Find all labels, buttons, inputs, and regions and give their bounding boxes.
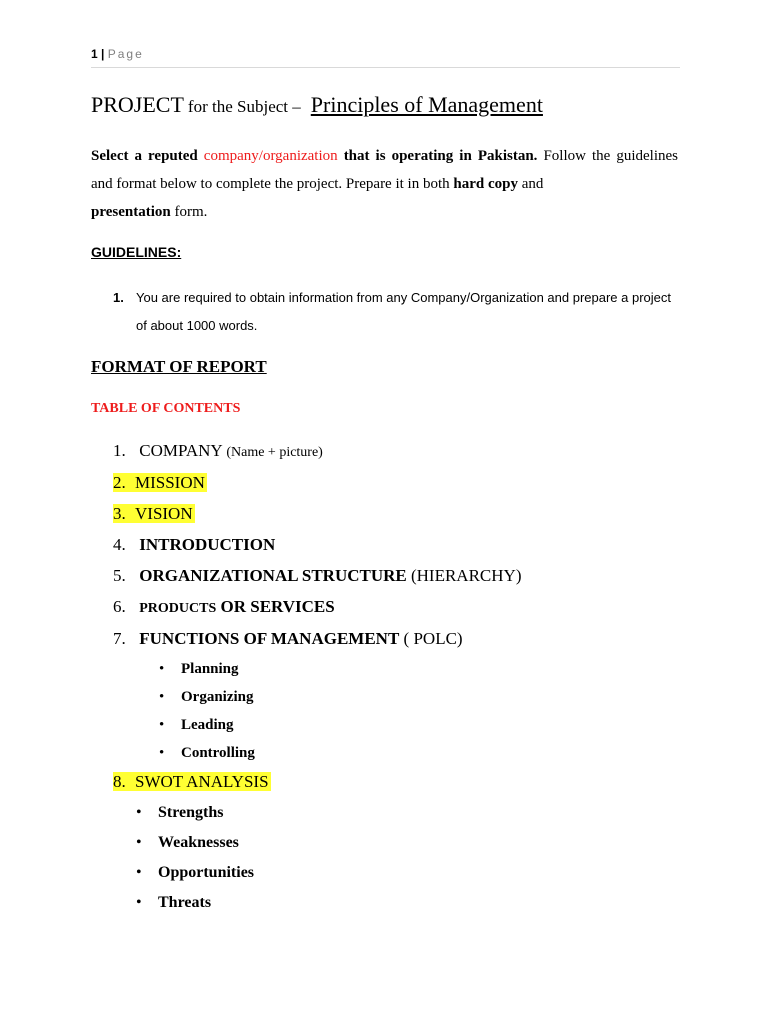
- intro-paragraph: [91, 142, 678, 226]
- page-number: 1: [91, 47, 98, 61]
- toc-item-vision: [113, 502, 195, 526]
- bullet-icon: •: [136, 834, 142, 851]
- toc-label: ORGANIZATIONAL STRUCTURE: [139, 566, 407, 585]
- toc-item-functions: [113, 627, 463, 651]
- document-title: [91, 92, 543, 118]
- toc-number: 2.: [113, 473, 126, 492]
- title-for-subject: for the Subject –: [187, 97, 301, 116]
- intro-and: and: [521, 176, 544, 192]
- toc-label: MISSION: [135, 473, 205, 492]
- toc-item-company: [113, 439, 323, 463]
- toc-item-mission: [113, 471, 207, 495]
- toc-number: 1.: [113, 441, 126, 460]
- title-subject: Principles of Management: [310, 92, 543, 117]
- intro-select: Select a reputed: [91, 148, 198, 164]
- swot-item: • Opportunities: [158, 862, 254, 884]
- toc-extra: ( POLC): [403, 629, 463, 648]
- page-header: [91, 47, 680, 68]
- title-project: PROJECT: [91, 92, 184, 117]
- bullet-icon: •: [136, 894, 142, 911]
- guideline-text: You are required to obtain information from any Company/Organization and prepare a project of about 1000 words.: [136, 290, 671, 333]
- function-item: • Planning: [181, 658, 239, 680]
- toc-number: 7.: [113, 629, 126, 648]
- toc-number: 4.: [113, 535, 126, 554]
- toc-label: INTRODUCTION: [139, 535, 276, 554]
- bullet-icon: •: [136, 804, 142, 821]
- toc-label-small: PRODUCTS: [139, 601, 217, 616]
- toc-label: OR SERVICES: [220, 597, 335, 616]
- toc-label: VISION: [135, 504, 193, 523]
- guideline-item: [113, 284, 673, 340]
- swot-item: • Threats: [158, 892, 211, 914]
- swot-item: • Weaknesses: [158, 832, 239, 854]
- toc-number: 3.: [113, 504, 126, 523]
- toc-item-introduction: [113, 533, 275, 557]
- bullet-icon: •: [159, 745, 165, 761]
- guidelines-heading: GUIDELINES:: [91, 244, 182, 260]
- intro-operating: that is operating in Pakistan.: [343, 148, 538, 164]
- swot-item: • Strengths: [158, 802, 224, 824]
- toc-heading: TABLE OF CONTENTS: [91, 401, 241, 416]
- intro-company: company/organization: [203, 148, 338, 164]
- toc-item-swot: [113, 770, 271, 794]
- function-item: • Organizing: [181, 686, 254, 708]
- intro-hard-copy: hard copy: [453, 176, 518, 192]
- intro-follow: Follow the guidelines and format below to complete the project. Prepare it in both: [91, 148, 679, 192]
- function-item: • Controlling: [181, 742, 255, 764]
- toc-extra: (Name + picture): [226, 445, 323, 460]
- format-heading: FORMAT OF REPORT: [91, 357, 267, 376]
- toc-extra: (HIERARCHY): [410, 566, 522, 585]
- page-label: Page: [107, 47, 144, 61]
- toc-item-structure: [113, 564, 521, 588]
- toc-label: COMPANY: [139, 441, 223, 460]
- bullet-icon: •: [159, 689, 165, 705]
- guideline-number: 1.: [113, 290, 124, 305]
- intro-form: form.: [174, 204, 208, 220]
- toc-number: 8.: [113, 772, 126, 791]
- toc-label: SWOT ANALYSIS: [135, 772, 269, 791]
- toc-label: FUNCTIONS OF MANAGEMENT: [139, 629, 400, 648]
- function-item: • Leading: [181, 714, 234, 736]
- bullet-icon: •: [159, 661, 165, 677]
- page-separator: |: [101, 47, 105, 61]
- bullet-icon: •: [136, 864, 142, 881]
- intro-presentation: presentation: [91, 204, 171, 220]
- bullet-icon: •: [159, 717, 165, 733]
- toc-number: 6.: [113, 597, 126, 616]
- toc-number: 5.: [113, 566, 126, 585]
- toc-item-products: [113, 595, 335, 619]
